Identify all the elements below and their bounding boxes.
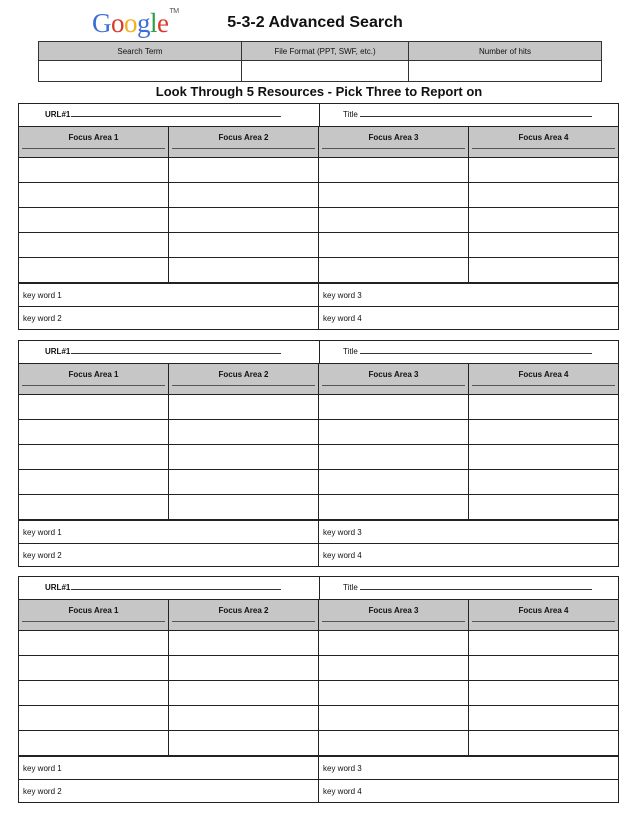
note-cell[interactable] bbox=[169, 631, 319, 656]
note-cell[interactable] bbox=[319, 445, 469, 470]
note-cell[interactable] bbox=[169, 158, 319, 183]
focus-area-header bbox=[469, 600, 619, 631]
note-cell[interactable] bbox=[19, 258, 169, 283]
keyword-table bbox=[18, 756, 619, 803]
focus-area-table bbox=[18, 363, 619, 520]
focus-area-header bbox=[319, 600, 469, 631]
keyword-1-field[interactable]: key word 1 bbox=[19, 521, 319, 544]
focus-area-table bbox=[18, 126, 619, 283]
note-cell[interactable] bbox=[319, 470, 469, 495]
note-cell[interactable] bbox=[469, 470, 619, 495]
keyword-4-field[interactable]: key word 4 bbox=[319, 307, 619, 330]
focus-area-header bbox=[169, 364, 319, 395]
number-of-hits-field[interactable] bbox=[409, 61, 602, 82]
note-cell[interactable] bbox=[169, 233, 319, 258]
logo-letter: G bbox=[92, 8, 111, 38]
title-label: Title bbox=[343, 347, 358, 356]
blank-line bbox=[22, 385, 165, 386]
note-cell[interactable] bbox=[319, 395, 469, 420]
table-row bbox=[19, 495, 619, 520]
note-cell[interactable] bbox=[19, 706, 169, 731]
table-row bbox=[19, 395, 619, 420]
blank-line bbox=[322, 148, 465, 149]
keyword-table bbox=[18, 520, 619, 567]
logo-letter: l bbox=[150, 8, 158, 38]
blank-line bbox=[22, 621, 165, 622]
focus-area-label: Focus Area 4 bbox=[518, 133, 569, 142]
note-cell[interactable] bbox=[19, 470, 169, 495]
focus-area-header bbox=[319, 127, 469, 158]
focus-area-header bbox=[19, 127, 169, 158]
blank-line bbox=[472, 621, 615, 622]
page-title: 5-3-2 Advanced Search bbox=[227, 14, 403, 31]
note-cell[interactable] bbox=[469, 208, 619, 233]
focus-area-label: Focus Area 3 bbox=[368, 133, 419, 142]
note-cell[interactable] bbox=[169, 656, 319, 681]
note-cell[interactable] bbox=[319, 731, 469, 756]
focus-area-label: Focus Area 1 bbox=[68, 370, 119, 379]
note-cell[interactable] bbox=[469, 631, 619, 656]
blank-line bbox=[322, 385, 465, 386]
note-cell[interactable] bbox=[319, 631, 469, 656]
note-cell[interactable] bbox=[19, 395, 169, 420]
table-row bbox=[19, 631, 619, 656]
note-cell[interactable] bbox=[469, 183, 619, 208]
resource-block bbox=[18, 576, 619, 803]
keyword-3-field[interactable]: key word 3 bbox=[319, 284, 619, 307]
focus-area-label: Focus Area 4 bbox=[518, 606, 569, 615]
google-logo bbox=[92, 8, 179, 39]
note-cell[interactable] bbox=[469, 656, 619, 681]
note-cell[interactable] bbox=[319, 158, 469, 183]
note-cell[interactable] bbox=[19, 183, 169, 208]
focus-area-header bbox=[169, 600, 319, 631]
title-label: Title bbox=[343, 110, 358, 119]
note-cell[interactable] bbox=[469, 233, 619, 258]
focus-area-table bbox=[18, 599, 619, 756]
title-field[interactable] bbox=[343, 582, 592, 592]
url-field[interactable] bbox=[45, 346, 281, 356]
blank-line bbox=[472, 148, 615, 149]
note-cell[interactable] bbox=[169, 731, 319, 756]
table-row bbox=[19, 681, 619, 706]
note-cell[interactable] bbox=[319, 233, 469, 258]
note-cell[interactable] bbox=[19, 495, 169, 520]
url-blank-line bbox=[71, 582, 281, 590]
url-label: URL#1 bbox=[45, 347, 71, 356]
resource-block bbox=[18, 340, 619, 567]
note-cell[interactable] bbox=[319, 208, 469, 233]
table-row bbox=[19, 656, 619, 681]
focus-area-label: Focus Area 2 bbox=[218, 606, 269, 615]
focus-area-label: Focus Area 3 bbox=[368, 370, 419, 379]
number-of-hits-header: Number of hits bbox=[409, 42, 602, 61]
note-cell[interactable] bbox=[169, 681, 319, 706]
keyword-4-field[interactable]: key word 4 bbox=[319, 780, 619, 803]
url-label: URL#1 bbox=[45, 583, 71, 592]
note-cell[interactable] bbox=[169, 395, 319, 420]
note-cell[interactable] bbox=[19, 158, 169, 183]
table-row bbox=[19, 183, 619, 208]
table-row bbox=[19, 731, 619, 756]
keyword-table bbox=[18, 283, 619, 330]
table-row bbox=[19, 233, 619, 258]
url-field[interactable] bbox=[45, 582, 281, 592]
blank-line bbox=[172, 148, 315, 149]
title-label: Title bbox=[343, 583, 358, 592]
note-cell[interactable] bbox=[469, 731, 619, 756]
note-cell[interactable] bbox=[19, 631, 169, 656]
keyword-2-field[interactable]: key word 2 bbox=[19, 307, 319, 330]
logo-letter: e bbox=[157, 8, 169, 38]
note-cell[interactable] bbox=[19, 233, 169, 258]
table-row bbox=[19, 420, 619, 445]
blank-line bbox=[172, 621, 315, 622]
note-cell[interactable] bbox=[319, 656, 469, 681]
table-row bbox=[19, 208, 619, 233]
focus-area-header bbox=[169, 127, 319, 158]
focus-area-header bbox=[19, 364, 169, 395]
table-row bbox=[19, 158, 619, 183]
keyword-3-field[interactable]: key word 3 bbox=[319, 521, 619, 544]
keyword-2-field[interactable]: key word 2 bbox=[19, 780, 319, 803]
resource-block bbox=[18, 103, 619, 330]
divider bbox=[319, 577, 320, 599]
table-row bbox=[19, 258, 619, 283]
note-cell[interactable] bbox=[319, 420, 469, 445]
note-cell[interactable] bbox=[469, 445, 619, 470]
search-table bbox=[38, 41, 602, 82]
note-cell[interactable] bbox=[469, 495, 619, 520]
url-field[interactable] bbox=[45, 109, 281, 119]
url-title-row bbox=[18, 340, 619, 363]
title-blank-line bbox=[360, 582, 592, 590]
note-cell[interactable] bbox=[19, 681, 169, 706]
url-title-row bbox=[18, 576, 619, 599]
note-cell[interactable] bbox=[169, 470, 319, 495]
keyword-2-field[interactable]: key word 2 bbox=[19, 544, 319, 567]
note-cell[interactable] bbox=[469, 706, 619, 731]
file-format-field[interactable] bbox=[242, 61, 409, 82]
note-cell[interactable] bbox=[319, 495, 469, 520]
focus-area-header bbox=[469, 364, 619, 395]
note-cell[interactable] bbox=[19, 420, 169, 445]
title-field[interactable] bbox=[343, 109, 592, 119]
focus-area-label: Focus Area 2 bbox=[218, 133, 269, 142]
divider bbox=[319, 341, 320, 363]
title-blank-line bbox=[360, 346, 592, 354]
note-cell[interactable] bbox=[469, 158, 619, 183]
table-row bbox=[19, 445, 619, 470]
note-cell[interactable] bbox=[19, 731, 169, 756]
blank-line bbox=[22, 148, 165, 149]
note-cell[interactable] bbox=[169, 445, 319, 470]
divider bbox=[319, 104, 320, 126]
note-cell[interactable] bbox=[169, 495, 319, 520]
focus-area-label: Focus Area 2 bbox=[218, 370, 269, 379]
search-term-header: Search Term bbox=[39, 42, 242, 61]
keyword-4-field[interactable]: key word 4 bbox=[319, 544, 619, 567]
logo-trademark: TM bbox=[169, 8, 179, 15]
note-cell[interactable] bbox=[319, 681, 469, 706]
blank-line bbox=[172, 385, 315, 386]
focus-area-header bbox=[19, 600, 169, 631]
table-row bbox=[19, 706, 619, 731]
keyword-3-field[interactable]: key word 3 bbox=[319, 757, 619, 780]
search-term-field[interactable] bbox=[39, 61, 242, 82]
note-cell[interactable] bbox=[469, 258, 619, 283]
focus-area-label: Focus Area 4 bbox=[518, 370, 569, 379]
logo-letter: o bbox=[124, 8, 137, 38]
note-cell[interactable] bbox=[169, 258, 319, 283]
focus-area-label: Focus Area 1 bbox=[68, 606, 119, 615]
focus-area-header bbox=[469, 127, 619, 158]
note-cell[interactable] bbox=[319, 258, 469, 283]
instructions-heading: Look Through 5 Resources - Pick Three to Report on bbox=[155, 84, 483, 99]
focus-area-label: Focus Area 3 bbox=[368, 606, 419, 615]
title-blank-line bbox=[360, 109, 592, 117]
note-cell[interactable] bbox=[469, 681, 619, 706]
keyword-1-field[interactable]: key word 1 bbox=[19, 757, 319, 780]
note-cell[interactable] bbox=[19, 656, 169, 681]
note-cell[interactable] bbox=[19, 208, 169, 233]
logo-letter: g bbox=[137, 8, 150, 38]
logo-letter: o bbox=[111, 8, 124, 38]
note-cell[interactable] bbox=[469, 420, 619, 445]
note-cell[interactable] bbox=[19, 445, 169, 470]
url-label: URL#1 bbox=[45, 110, 71, 119]
focus-area-header bbox=[319, 364, 469, 395]
note-cell[interactable] bbox=[169, 208, 319, 233]
blank-line bbox=[472, 385, 615, 386]
url-title-row bbox=[18, 103, 619, 126]
title-field[interactable] bbox=[343, 346, 592, 356]
blank-line bbox=[322, 621, 465, 622]
note-cell[interactable] bbox=[169, 420, 319, 445]
focus-area-label: Focus Area 1 bbox=[68, 133, 119, 142]
keyword-1-field[interactable]: key word 1 bbox=[19, 284, 319, 307]
note-cell[interactable] bbox=[169, 706, 319, 731]
url-blank-line bbox=[71, 346, 281, 354]
note-cell[interactable] bbox=[319, 706, 469, 731]
url-blank-line bbox=[71, 109, 281, 117]
table-row bbox=[19, 470, 619, 495]
note-cell[interactable] bbox=[469, 395, 619, 420]
note-cell[interactable] bbox=[169, 183, 319, 208]
note-cell[interactable] bbox=[319, 183, 469, 208]
file-format-header: File Format (PPT, SWF, etc.) bbox=[242, 42, 409, 61]
